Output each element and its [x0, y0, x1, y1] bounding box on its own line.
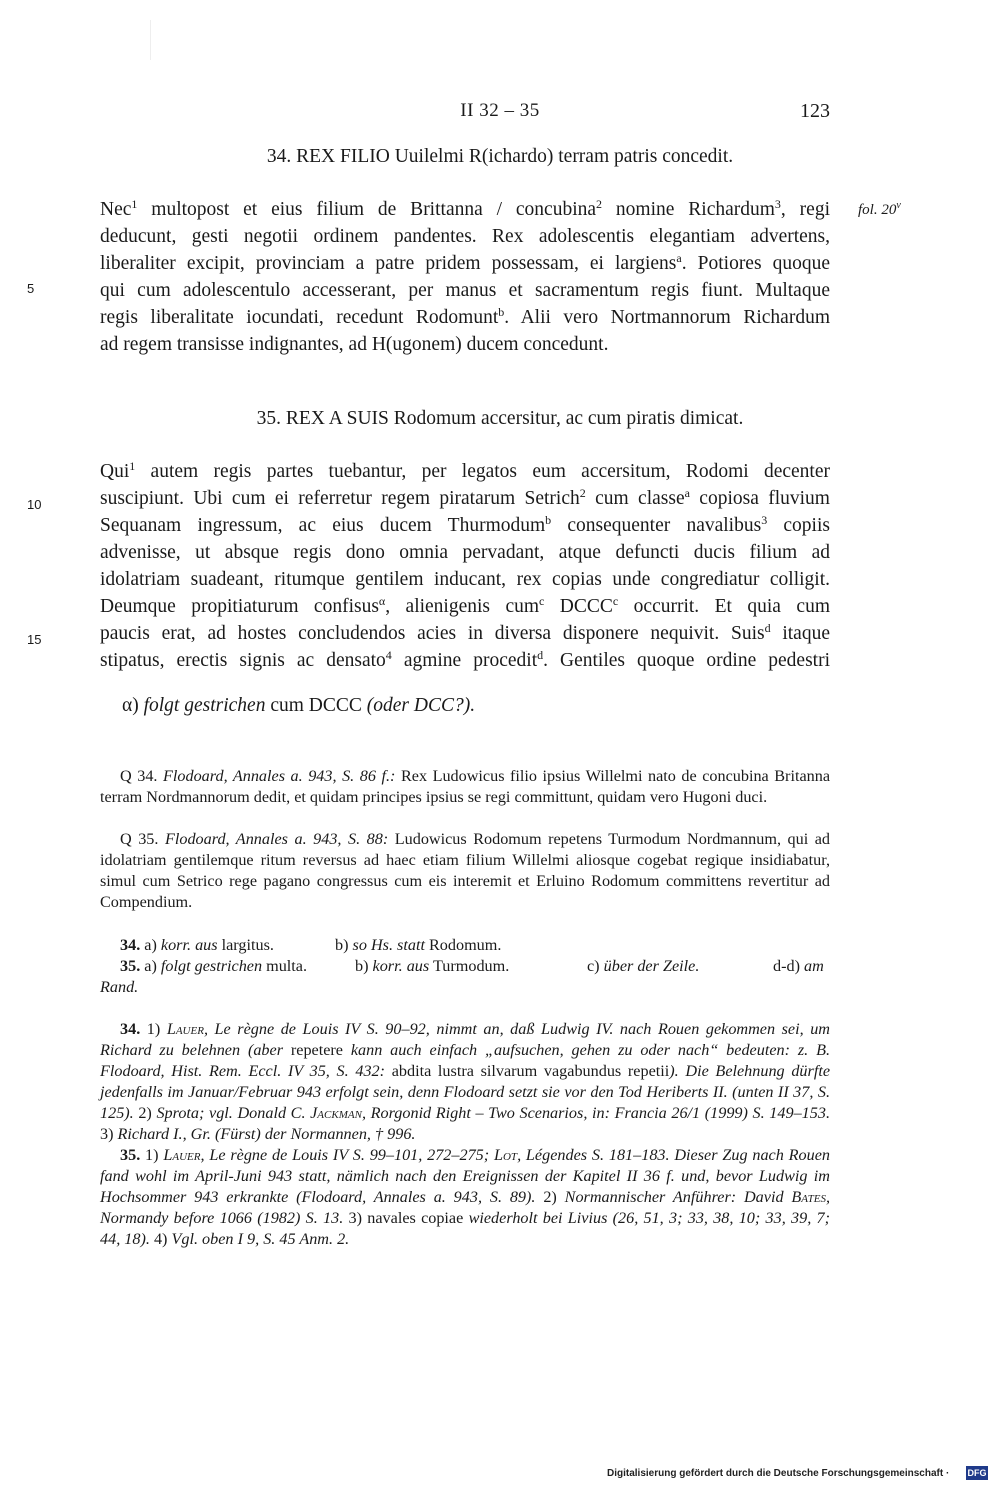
- commentary-run: Vgl. oben I 9, S. 45 Anm. 2.: [171, 1230, 350, 1248]
- line-number: 15: [27, 632, 42, 647]
- apparatus-row-34: 34. a) korr. aus largitus. b) so Hs. statt Rodomum.: [120, 936, 502, 954]
- commentary-run: Lauer: [166, 1020, 204, 1038]
- running-head-section: II 32 – 35: [460, 100, 540, 121]
- source-note-34: Q 34. Flodoard, Annales a. 943, S. 86 f.: Rex Ludowicus filio ipsius Willelmi nato de concubina Britanna terram Nordmannorum dedit, et quidam principes ipsius se regi committunt, quidam vero Hugoni duci.: [100, 767, 831, 806]
- text-line: Deumque propitiaturum confisus$^\alpha$, alienigenis cum$^c$ DCCC$^c$ occurrit. Et quia cum: [100, 594, 830, 617]
- chapter-35-heading: 35. REX A SUIS Rodomum accersitur, ac cum piratis dimicat.: [256, 408, 744, 429]
- commentary-run: Sprota; vgl. Donald C.: [156, 1104, 311, 1122]
- text-line: suscipiunt. Ubi cum ei referretur regem piratarum Setrich$^2$ cum classe$^a$ copiosa fluvium: [100, 486, 830, 509]
- apparatus-row-35-cont: Rand.: [100, 978, 139, 996]
- commentary-run: abdita lustra silvarum vagabundus repetii: [391, 1062, 670, 1080]
- commentary-run: Normannischer Anführer: David: [564, 1188, 792, 1206]
- line-number: 10: [27, 497, 42, 512]
- commentary-run: , Normandy before 1066 (1982) S. 13.: [100, 1188, 830, 1227]
- text-line: Qui$^1$ autem regis partes tuebantur, per legatos eum accersitum, Rodomi decenter: [100, 459, 830, 482]
- text-line: qui cum adolescentulo accesserant, per manus et sacramentum regis fiunt. Multaque: [100, 280, 830, 301]
- dfg-logo: DFG: [967, 1468, 987, 1478]
- commentary-run: , Le règne de Louis IV S. 99–101, 272–275;: [200, 1146, 494, 1164]
- commentary-run: wiederholt bei Livius (26, 51, 3; 33, 38, 10; 33, 39, 7; 44, 18).: [100, 1209, 830, 1248]
- funding-footer: Digitalisierung gefördert durch die Deutsche Forschungsgemeinschaft ·: [607, 1468, 950, 1479]
- chapter-34-heading: 34. REX FILIO Uuilelmi R(ichardo) terram patris concedit.: [266, 146, 734, 167]
- commentary-35: 35. 1) Lauer, Le règne de Louis IV S. 99–101, 272–275; Lot, Légendes S. 181–183. Dieser Zug nach Rouen fand wohl im April-Juni 943 statt, nämlich nach den Ereignissen der Kapitel II 36 f. und, bevor Ludwig im Hochsommer 943 erkrankte (Flodoard, Annales a. 943, S. 89). 2) Normannischer Anführer: David Bates, Normandy before 1066 (1982) S. 13. 3) navales copiae wiederholt bei Livius (26, 51, 3; 33, 38, 10; 33, 39, 7; 44, 18). 4) Vgl. oben I 9, S. 45 Anm. 2.: [100, 1146, 830, 1248]
- margin-folio: fol. 20$^v$: [858, 200, 901, 218]
- commentary-run: 2): [133, 1104, 157, 1122]
- commentary-run: , Légendes S. 181–183. Dieser Zug nach Rouen fand wohl im April-Juni 943 statt, nämlich nach den Ereignissen der Kapitel II 36 f. und, bevor Ludwig im Hochsommer 943 erkrankte (Flodoard, Annales a. 943, S. 89).: [100, 1146, 830, 1206]
- text-line: advenisse, ut absque regis dono omnia pervadant, atque defuncti ducis filium ad: [100, 542, 830, 563]
- text-line: stipatus, erectis signis ac densato$^4$ agmine procedit$^d$. Gentiles quoque ordine pedestri: [100, 648, 830, 671]
- apparatus-row-35: 35. a) folgt gestrichen multa. b) korr. aus Turmodum. c) über der Zeile. d-d) am: [120, 957, 824, 975]
- commentary-run: , Le règne de Louis IV S. 90–92, nimmt an, daß Ludwig IV. nach Rouen gekommen sei, um Richard zu belehnen (aber: [100, 1020, 830, 1059]
- text-line: Sequanam ingressum, ac eius ducem Thurmodum$^b$ consequenter navalibus$^3$ copiis: [100, 513, 830, 536]
- page-number: 123: [800, 100, 830, 122]
- text-line: idolatriam suadeant, ritumque gentilem inducant, rex copias unde congrediatur colligit.: [100, 569, 830, 590]
- commentary-run: 3): [100, 1125, 118, 1143]
- text-line: Nec$^1$ multopost et eius filium de Brittanna / concubina$^2$ nomine Richardum$^3$, regi: [100, 197, 830, 220]
- commentary-run: 2): [535, 1188, 565, 1206]
- commentary-run: 1): [140, 1020, 167, 1038]
- commentary-run: repetere: [290, 1041, 343, 1059]
- text-line: regis liberalitate iocundati, recedunt Rodomunt$^b$. Alii vero Nortmannorum Richardum: [100, 305, 830, 328]
- commentary-run: kann auch einfach „aufsuchen, gehen zu oder nach“ bedeuten: z. B. Flodoard, Hist. Rem. Eccl. IV 35, S. 432:: [100, 1041, 830, 1080]
- source-note-35: Q 35. Flodoard, Annales a. 943, S. 88: Ludowicus Rodomum repetens Turmodum Nordmannum, qui ad idolatriam gentilemque ritum reversus ad haec etiam filium Willelmi aliosque cogebat regique insidiabatur, simul cum Setrico rege pagano congressus cum eis interemit et Erluino Rodomum committens revertitur ad Compendium.: [100, 830, 830, 911]
- text-line: ad regem transisse indignantes, ad H(ugonem) ducem concedunt.: [100, 334, 609, 355]
- commentary-run: Jackman: [310, 1104, 362, 1122]
- commentary-run: Lot: [493, 1146, 518, 1164]
- commentary-34: 34. 1) Lauer, Le règne de Louis IV S. 90–92, nimmt an, daß Ludwig IV. nach Rouen gekommen sei, um Richard zu belehnen (aber repetere kann auch einfach „aufsuchen, gehen zu oder nach“ bedeuten: z. B. Flodoard, Hist. Rem. Eccl. IV 35, S. 432: abdita lustra silvarum vagabundus repetii). Die Belehnung dürfte jedenfalls im Januar/Februar 943 erfolgt sein, denn Flodoard setzt sie vor den Tod Heriberts II. (unten II 37, S. 125). 2) Sprota; vgl. Donald C. Jackman, Rorgonid Right – Two Scenarios, in: Francia 26/1 (1999) S. 149–153. 3) Richard I., Gr. (Fürst) der Normannen, † 996.: [100, 1020, 831, 1143]
- scan-artifact: [150, 20, 151, 60]
- commentary-notes: [100, 1019, 830, 1250]
- text-line: paucis erat, ad hostes concludendos acies in diversa disponere nequivit. Suis$^d$ itaque: [100, 621, 830, 644]
- commentary-run: ). Die Belehnung dürfte jedenfalls im Januar/Februar 943 erfolgt sein, denn Flodoard setzt sie vor den Tod Heriberts II. (unten II 37, S. 125).: [100, 1062, 831, 1122]
- commentary-run: Bates: [791, 1188, 826, 1206]
- text-line: deducunt, gesti negotii ordinem pandentes. Rex adolescentis elegantiam advertens,: [100, 226, 830, 247]
- critical-apparatus: [100, 935, 830, 998]
- alpha-critical-note: α) folgt gestrichen cum DCCC (oder DCC?).: [122, 695, 476, 716]
- running-head: [0, 100, 1000, 130]
- chapter-35-text: [100, 458, 830, 674]
- commentary-run: 4): [149, 1230, 172, 1248]
- commentary-run: Richard I., Gr. (Fürst) der Normannen, † 996.: [117, 1125, 416, 1143]
- text-line: liberaliter excipit, provinciam a patre pridem possessam, ei largiens$^a$. Potiores quoque: [100, 251, 830, 274]
- line-number: 5: [27, 281, 35, 296]
- commentary-run: 1): [140, 1146, 164, 1164]
- commentary-run: , Rorgonid Right – Two Scenarios, in: Francia 26/1 (1999) S. 149–153.: [361, 1104, 830, 1122]
- chapter-34-text: [100, 196, 830, 358]
- commentary-run: Lauer: [163, 1146, 201, 1164]
- commentary-run: 3) navales copiae: [343, 1209, 469, 1227]
